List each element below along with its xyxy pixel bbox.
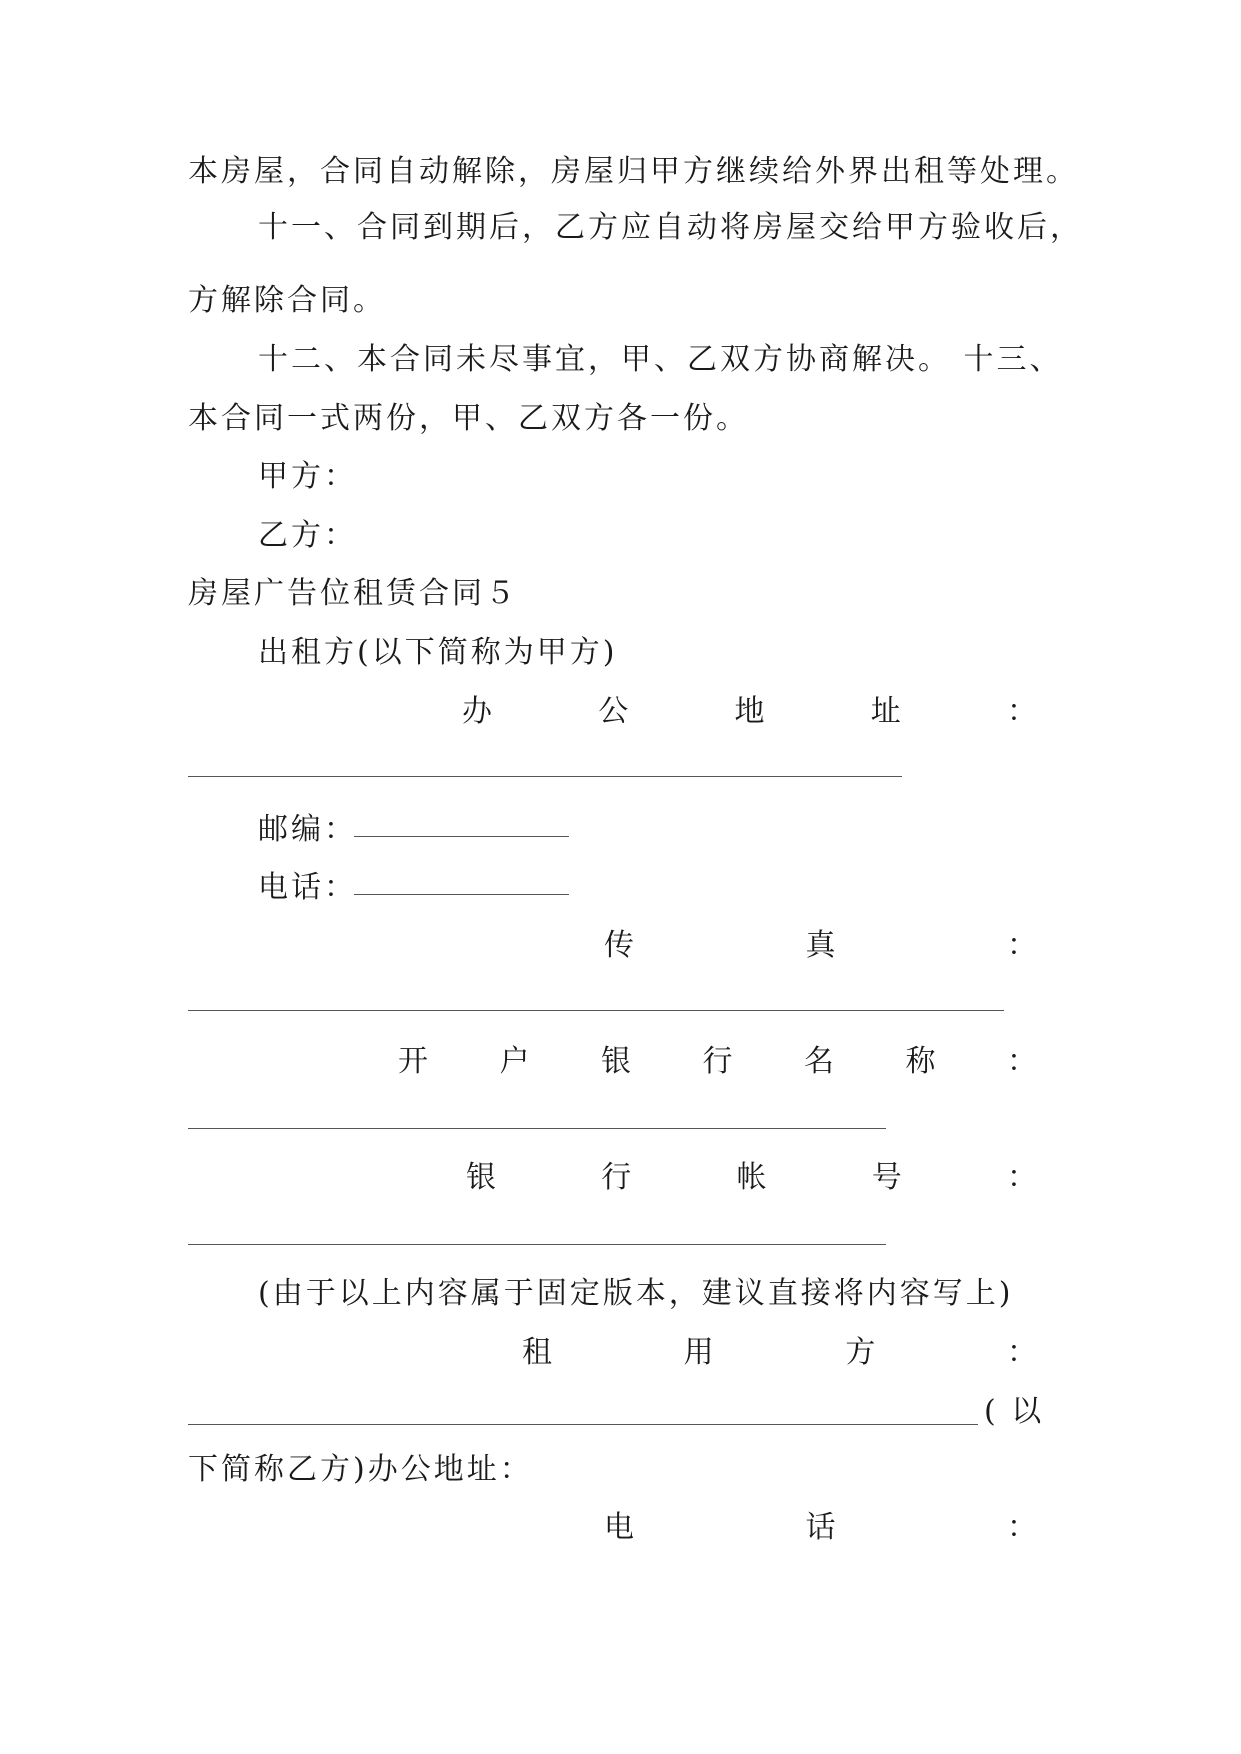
bank-account-field[interactable] [188,1244,886,1245]
contract-title: 房屋广告位租赁合同５ [188,576,518,611]
fax-label: 传 真 ： [604,928,1040,963]
party-a-signature-label: 甲方： [258,459,357,494]
fax-field[interactable] [188,1010,1004,1011]
clause-12: 十二、本合同未尽事宜，甲、乙双方协商解决。 十三、 [258,342,1063,377]
lessee-label: 租 用 方 ： [522,1335,1040,1370]
bank-name-label: 开 户 银 行 名 称 ： [398,1044,1040,1079]
lessee-name-field[interactable] [188,1424,978,1425]
clause-12-continued: 本合同一式两份，甲、乙双方各一份。 [188,401,749,436]
bank-name-field[interactable] [188,1128,886,1129]
office-address-field[interactable] [188,776,902,777]
lessee-office-address-label: 下简称乙方)办公地址： [188,1452,533,1487]
party-b-signature-label: 乙方： [258,518,357,553]
phone-field[interactable] [354,894,569,895]
bank-account-label: 银 行 帐 号 ： [466,1160,1040,1195]
postcode-label: 邮编： [258,812,357,847]
clause-11-continued: 方解除合同。 [188,283,386,318]
lessee-abbrev-open: ( 以 [984,1394,1045,1429]
lessor-intro: 出租方(以下简称为甲方) [258,635,618,670]
lessee-phone-label: 电 话 ： [604,1510,1040,1545]
postcode-field[interactable] [354,836,569,837]
phone-label: 电话： [258,870,357,905]
office-address-label: 办 公 地 址 ： [462,694,1040,729]
clause-11: 十一、合同到期后，乙方应自动将房屋交给甲方验收后， [258,210,1083,245]
paragraph-line: 本房屋，合同自动解除，房屋归甲方继续给外界出租等处理。 [188,154,1079,189]
template-note: (由于以上内容属于固定版本，建议直接将内容写上) [258,1276,1014,1311]
